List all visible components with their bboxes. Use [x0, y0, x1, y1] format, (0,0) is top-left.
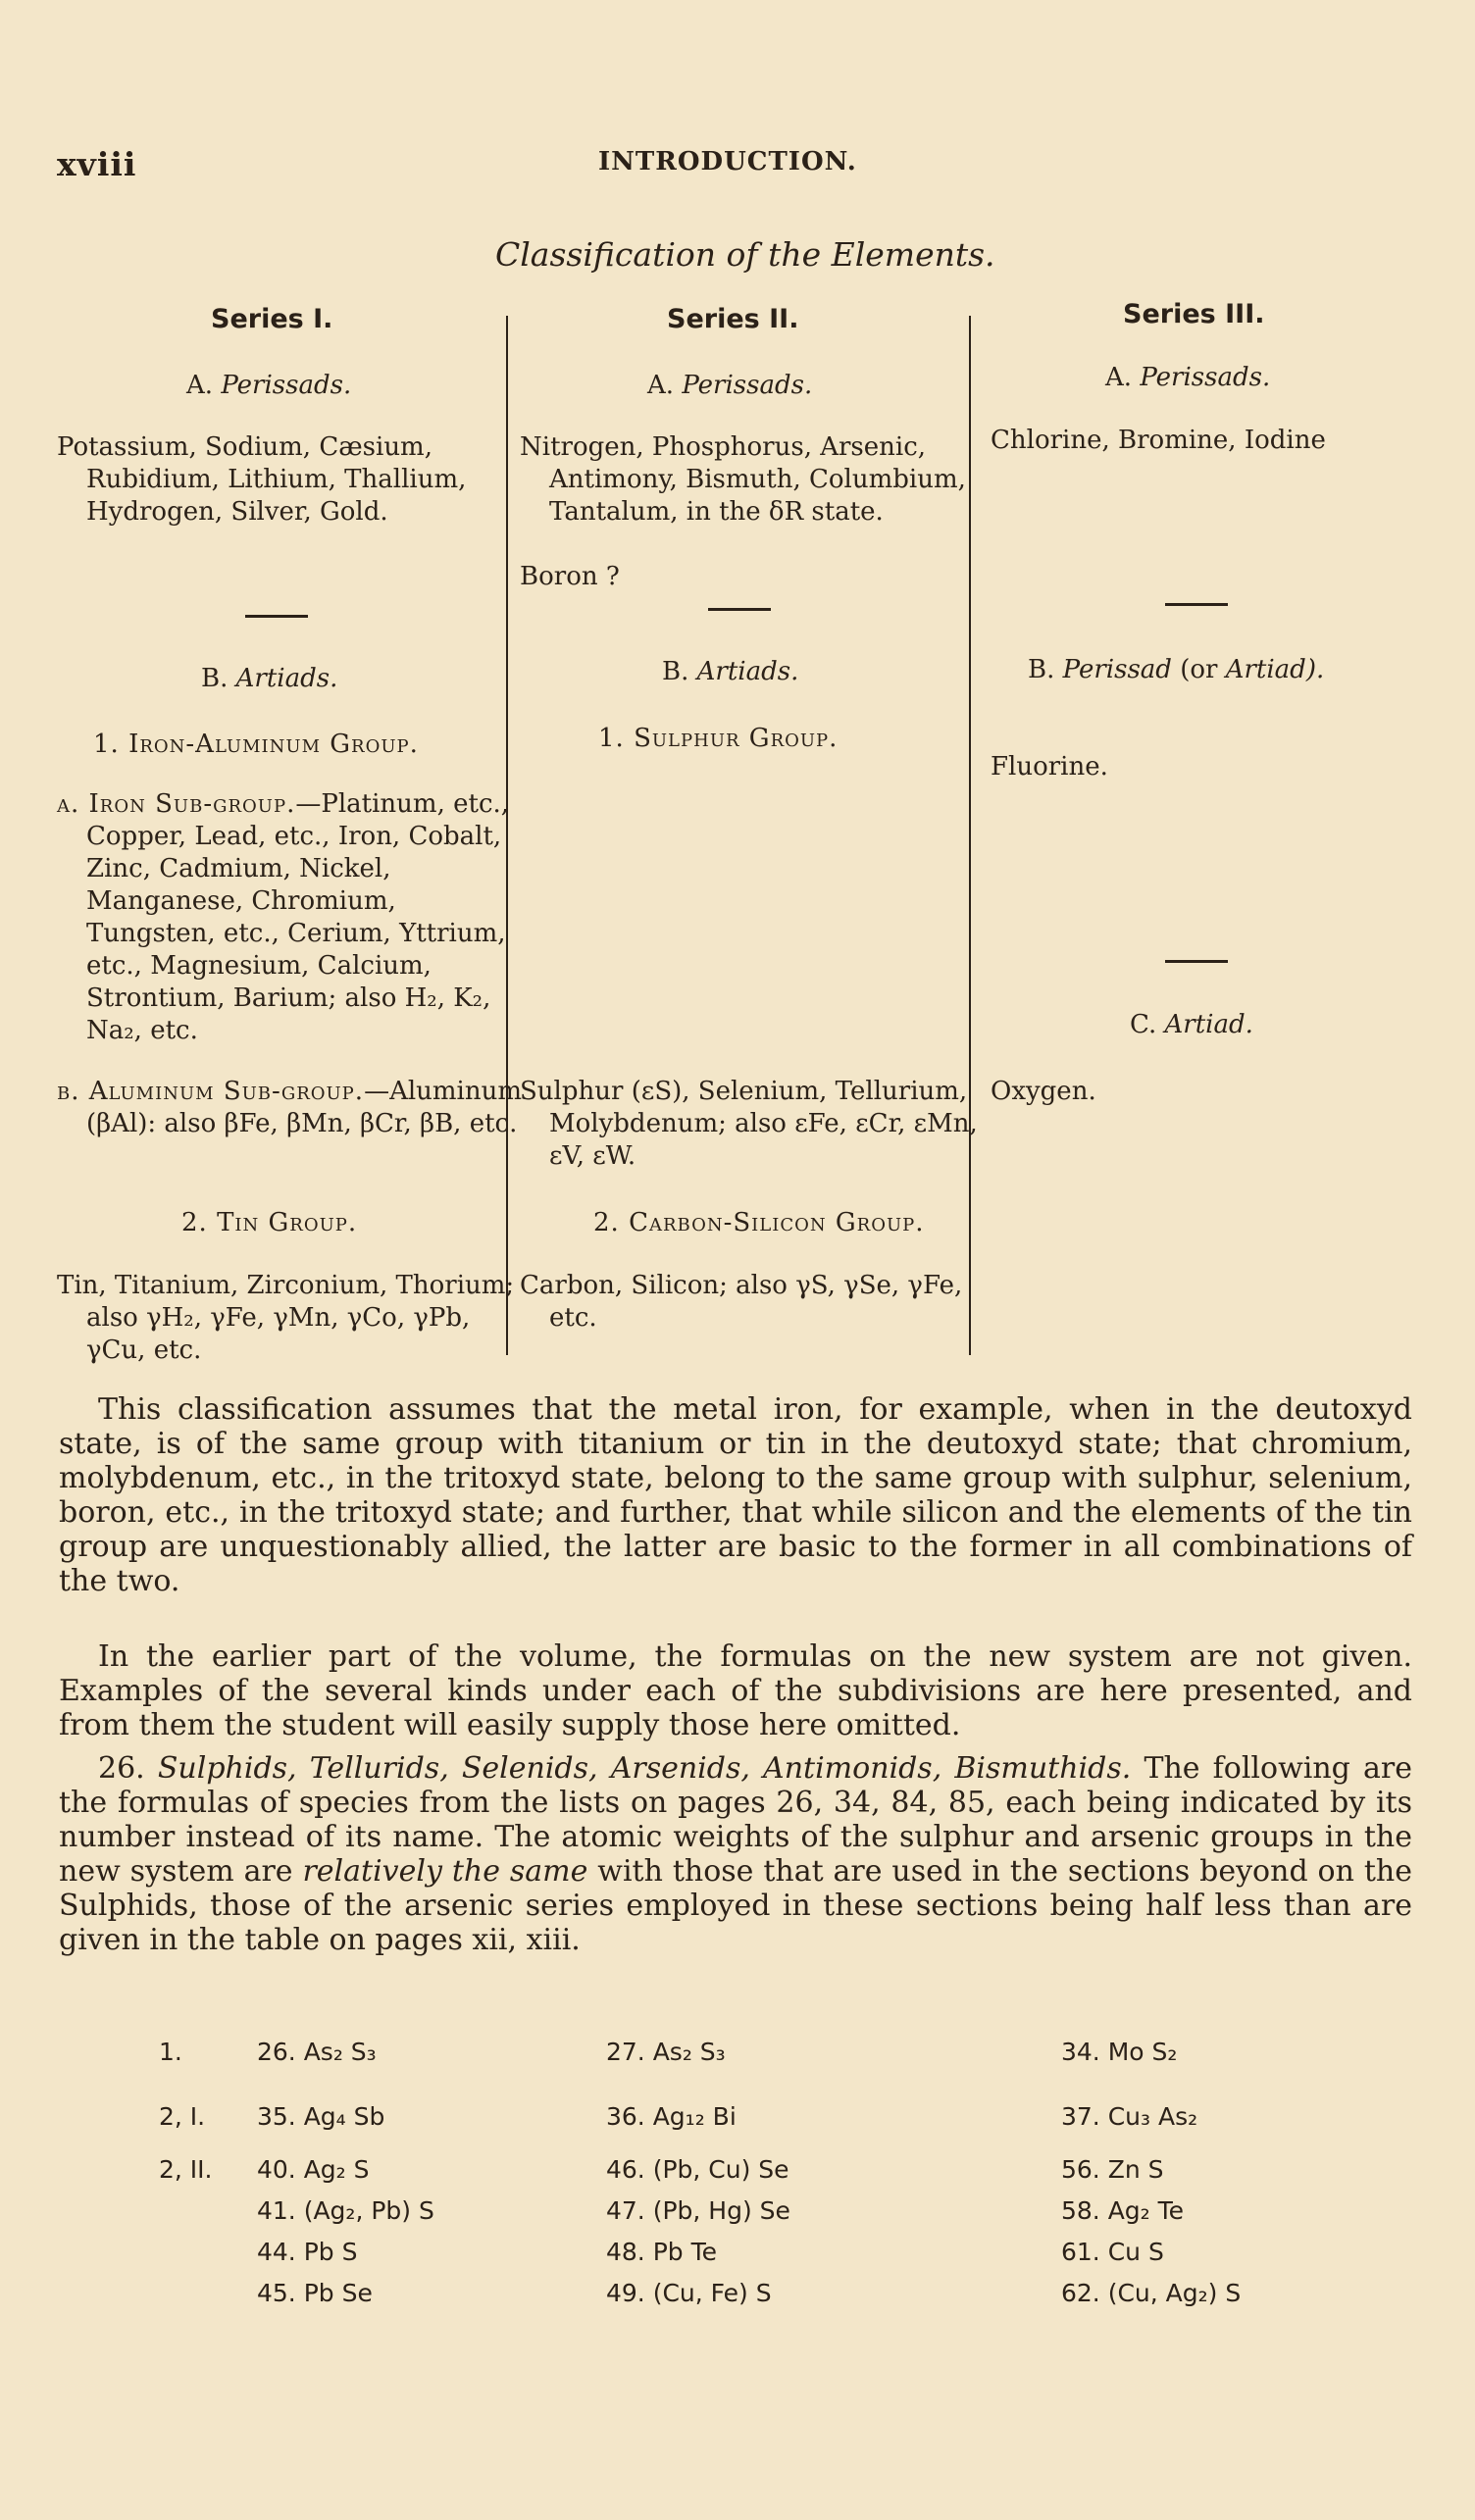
- formula-entry: 49. (Cu, Fe) S: [606, 2279, 772, 2307]
- formula-entry: 58. Ag₂ Te: [1061, 2196, 1185, 2225]
- formula-entry: 48. Pb Te: [606, 2238, 718, 2266]
- series-3-b-text: Fluorine.: [991, 752, 1108, 781]
- series-1-title: Series I.: [211, 304, 333, 334]
- formula-entry: 35. Ag₄ Sb: [257, 2102, 385, 2131]
- series-2-b-label: B.: [662, 657, 689, 686]
- series-1-b-heading: [201, 664, 337, 693]
- series-1-b-name: Artiads.: [235, 664, 338, 693]
- paragraph-2-text: In the earlier part of the volume, the formulas on the new system are not given. Examples of the several kinds under each of the subdivisions are here presented, and from them the student will easily supply those here omitted.: [59, 1639, 1412, 1742]
- series-3-b-rule: [1165, 960, 1228, 963]
- formula-group: 2, II.: [159, 2155, 213, 2184]
- formula-entry: 40. Ag₂ S: [257, 2155, 370, 2184]
- formula-entry: 46. (Pb, Cu) Se: [606, 2155, 789, 2184]
- series-2-group-1-text: Sulphur (εS), Selenium, Tellurium, Molybdenum; also εFe, εCr, εMn, εV, εW.: [520, 1077, 978, 1171]
- series-1-a-rule: [245, 615, 308, 618]
- series-1-b-label: B.: [201, 664, 229, 693]
- series-3-a-text: Chlorine, Bromine, Iodine: [991, 426, 1326, 455]
- series-1-group-1: 1. Iron-Aluminum Group.: [93, 730, 419, 759]
- section-heading: Sulphids, Tellurids, Selenids, Arsenids, Antimonids, Bismuthids.: [157, 1751, 1132, 1786]
- running-title: INTRODUCTION.: [598, 147, 857, 176]
- paragraph-classification-note: [59, 1392, 1412, 1598]
- series-1-a-heading: [186, 371, 351, 400]
- series-3-b-heading: [1028, 655, 1324, 684]
- formula-entry: 27. As₂ S₃: [606, 2038, 726, 2066]
- paragraph-formulas-note: [59, 1639, 1412, 1742]
- formula-entry: 56. Zn S: [1061, 2155, 1164, 2184]
- series-3-a-name: Perissads.: [1140, 363, 1271, 392]
- series-2-a-label: A.: [647, 371, 675, 400]
- section-number: 26.: [98, 1751, 145, 1786]
- series-2-title: Series II.: [667, 304, 799, 334]
- page-number: xviii: [57, 145, 137, 183]
- paragraph-sulphids: [59, 1751, 1412, 1957]
- formula-entry: 62. (Cu, Ag₂) S: [1061, 2279, 1242, 2307]
- series-3-a-rule: [1165, 603, 1228, 606]
- series-1-group-2-text: Tin, Titanium, Zirconium, Thorium; also γH₂, γFe, γMn, γCo, γPb, γCu, etc.: [57, 1271, 515, 1365]
- series-2-group-2-text: Carbon, Silicon; also γS, γSe, γFe, etc.: [520, 1271, 963, 1333]
- series-2-group-1: 1. Sulphur Group.: [598, 724, 839, 753]
- series-1-sub-a-text: —Platinum, etc., Copper, Lead, etc., Iron, Cobalt, Zinc, Cadmium, Nickel, Manganese, Chromium, Tungsten, etc., Cerium, Yttrium, etc., Magnesium, Calcium, Strontium, Barium; also H₂, K₂, Na₂, etc.: [86, 789, 510, 1045]
- series-3-b-label: B.: [1028, 655, 1055, 684]
- series-3-b-name: Perissad: [1062, 655, 1172, 684]
- paragraph-3-text-a: The following are the formulas of species from the lists on pages 26, 34, 84, 85, each being indicated by its number instead of its name. The atomic weights of the sulphur and arsenic groups in the new system are: [59, 1751, 1412, 1889]
- series-2-a-heading: [647, 371, 812, 400]
- series-1-sub-b: [57, 1076, 524, 1140]
- series-3-c-label: C.: [1130, 1010, 1157, 1039]
- series-3-b-alt: Artiad).: [1225, 655, 1325, 684]
- formula-group: 1.: [159, 2038, 182, 2066]
- paragraph-3-emphasis: relatively the same: [302, 1854, 588, 1889]
- formula-entry: 41. (Ag₂, Pb) S: [257, 2196, 434, 2225]
- series-3-title: Series III.: [1123, 299, 1265, 329]
- series-1-sub-b-label: b. Aluminum Sub-group.: [57, 1077, 365, 1106]
- series-3-c-text: Oxygen.: [991, 1077, 1096, 1106]
- series-2-a-text-boron: Boron ?: [520, 562, 620, 591]
- series-1-group-2: 2. Tin Group.: [181, 1208, 358, 1237]
- formula-group: 2, I.: [159, 2102, 206, 2131]
- series-2-group-2: 2. Carbon-Silicon Group.: [593, 1208, 925, 1237]
- series-1-sub-a: [57, 788, 524, 1047]
- series-3-c-heading: [1130, 1010, 1253, 1039]
- formula-entry: 44. Pb S: [257, 2238, 358, 2266]
- series-2-b-heading: [662, 657, 798, 686]
- series-3-a-label: A.: [1105, 363, 1133, 392]
- formula-entry: 47. (Pb, Hg) Se: [606, 2196, 790, 2225]
- formula-entry: 34. Mo S₂: [1061, 2038, 1178, 2066]
- series-3-c-name: Artiad.: [1164, 1010, 1253, 1039]
- series-2-b-name: Artiads.: [696, 657, 799, 686]
- series-1-a-label: A.: [186, 371, 214, 400]
- classification-title: Classification of the Elements.: [495, 235, 995, 274]
- series-2-a-rule: [708, 608, 771, 611]
- formula-entry: 37. Cu₃ As₂: [1061, 2102, 1198, 2131]
- formula-entry: 45. Pb Se: [257, 2279, 373, 2307]
- series-1-a-text: Potassium, Sodium, Cæsium, Rubidium, Lithium, Thallium, Hydrogen, Silver, Gold.: [57, 432, 467, 527]
- formula-entry: 26. As₂ S₃: [257, 2038, 377, 2066]
- series-1-sub-b-text: —Aluminum (βAl): also βFe, βMn, βCr, βB, etc.: [86, 1077, 523, 1138]
- series-2-a-text: Nitrogen, Phosphorus, Arsenic, Antimony, Bismuth, Columbium, Tantalum, in the δR state.: [520, 432, 966, 527]
- paragraph-1-text: This classification assumes that the metal iron, for example, when in the deutoxyd state, is of the same group with titanium or tin in the deutoxyd state; that chromium, molybdenum, etc., in the tritoxyd state, belong to the same group with sulphur, selenium, boron, etc., in the tritoxyd state; and further, that while silicon and the elements of the tin group are unquestionably allied, the latter are basic to the former in all combinations of the two.: [59, 1392, 1412, 1598]
- series-3-b-or: (or: [1180, 655, 1218, 684]
- series-1-a-name: Perissads.: [221, 371, 352, 400]
- formula-entry: 61. Cu S: [1061, 2238, 1164, 2266]
- series-3-a-heading: [1105, 363, 1270, 392]
- series-1-sub-a-label: a. Iron Sub-group.: [57, 789, 296, 819]
- formula-entry: 36. Ag₁₂ Bi: [606, 2102, 737, 2131]
- series-2-a-name: Perissads.: [682, 371, 813, 400]
- paragraph-3-text-b: with those that are used in the sections beyond on the Sulphids, those of the arsenic series employed in these sections being half less than are given in the table on pages xii, xiii.: [59, 1854, 1412, 1957]
